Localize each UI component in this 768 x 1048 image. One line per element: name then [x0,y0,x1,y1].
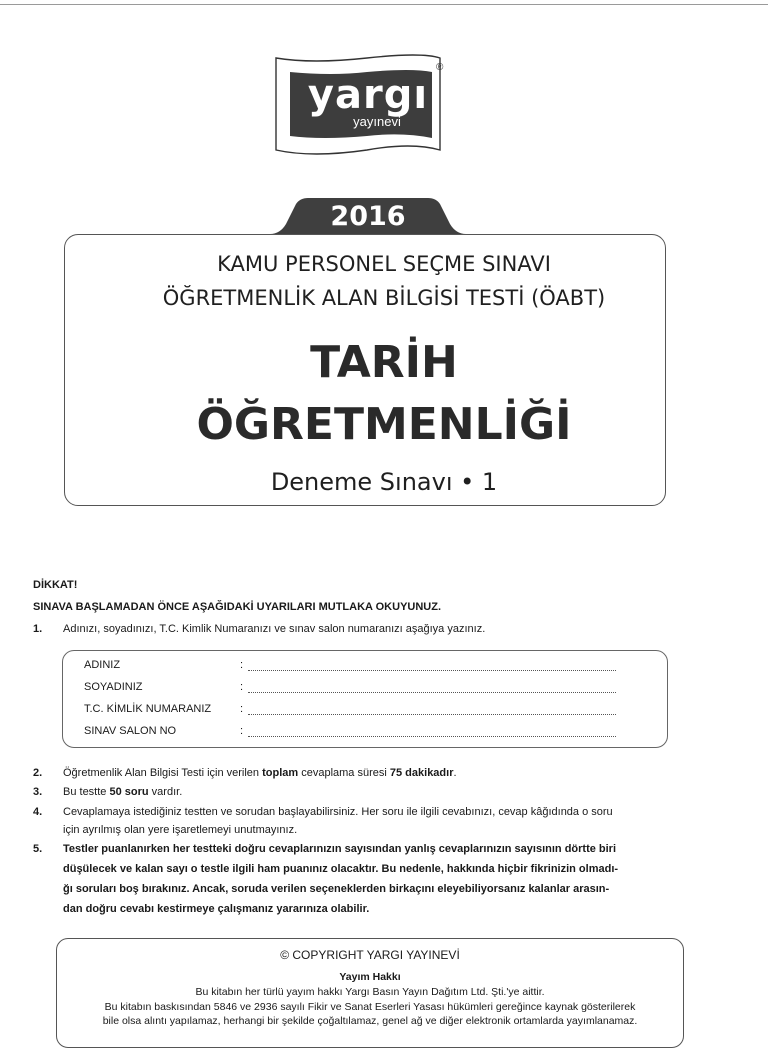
subject-title-line1: TARİH [310,337,458,388]
subject-title-line2: ÖĞRETMENLİĞİ [196,399,572,450]
id-number-field[interactable] [248,704,616,715]
room-number-colon: : [240,725,244,737]
registered-mark: ® [436,62,444,73]
trial-exam-label: Deneme Sınavı • 1 [270,468,498,496]
id-number-label: T.C. KİMLİK NUMARANIZ [84,703,212,715]
surname-field[interactable] [248,682,616,693]
exam-name: KAMU PERSONEL SEÇME SINAVI [217,252,551,276]
surname-colon: : [240,681,244,693]
copyright-line1: Bu kitabın her türlü yayım hakkı Yargı Basın Yayın Dağıtım Ltd. Şti.'ye aittir. [195,986,545,998]
room-number-field[interactable] [248,726,616,737]
item-number-2: 2. [33,767,43,779]
item-1-text: Adınızı, soyadınızı, T.C. Kimlik Numaranızı ve sınav salon numaranızı aşağıya yazınız. [63,623,486,635]
name-colon: : [240,659,244,671]
item-number-3: 3. [33,786,43,798]
name-label: ADINIZ [84,659,121,671]
publication-rights-heading: Yayım Hakkı [339,971,401,983]
surname-label: SOYADINIZ [84,681,143,693]
year-label: 2016 [330,201,406,232]
item-3-text: Bu testte 50 soru vardır. [63,786,183,798]
copyright-line3: bile olsa alıntı yapılamaz, herhangi bir şekilde çoğaltılamaz, genel ağ ve diğer elektronik ortamlarda yayımlanamaz. [102,1015,638,1027]
item-5-line2: düşülecek ve kalan sayı o testle ilgili ham puanınız olacaktır. Bu nedenle, hakkında hiçbir fikrinizin olmadı- [63,863,619,875]
notice-heading: DİKKAT! [33,579,78,591]
logo-subtitle: yayınevi [353,114,401,129]
item-5-line4: dan doğru cevabı kestirmeye çalışmanız yararınıza olabilir. [63,903,370,915]
item-number-5: 5. [33,843,43,855]
item-2-text: Öğretmenlik Alan Bilgisi Testi için verilen toplam cevaplama süresi 75 dakikadır. [63,767,457,779]
test-name: ÖĞRETMENLİK ALAN BİLGİSİ TESTİ (ÖABT) [162,286,606,310]
item-5-line3: ğı soruları boş bırakınız. Ancak, soruda verilen seçeneklerden birkaçını eleyebiliyorsanız kalanlar arasın- [63,883,610,895]
notice-subheading: SINAVA BAŞLAMADAN ÖNCE AŞAĞIDAKİ UYARILARI MUTLAKA OKUYUNUZ. [33,601,442,613]
scan-edge-line [0,4,768,5]
item-5-line1: Testler puanlanırken her testteki doğru cevaplarınızın sayısından yanlış cevaplarınızın sayısının dörtte biri [63,843,617,855]
name-field[interactable] [248,660,616,671]
room-number-label: SINAV SALON NO [84,725,177,737]
copyright-title: © COPYRIGHT YARGI YAYINEVİ [280,948,460,962]
item-4-line1: Cevaplamaya istediğiniz testten ve sorudan başlayabilirsiniz. Her soru ile ilgili cevabınızı, cevap kâğıdında o soru [63,806,613,818]
item-4-line2: için ayrılmış olan yere işaretlemeyi unutmayınız. [63,824,298,836]
copyright-line2: Bu kitabın baskısından 5846 ve 2936 sayılı Fikir ve Sanat Eserleri Yasası hükümleri gereğince kaynak gösterilerek [104,1001,636,1013]
logo-wordmark: yargı [307,72,429,118]
item-number-1: 1. [33,623,43,635]
item-number-4: 4. [33,806,43,818]
publisher-logo [272,50,462,162]
id-number-colon: : [240,703,244,715]
